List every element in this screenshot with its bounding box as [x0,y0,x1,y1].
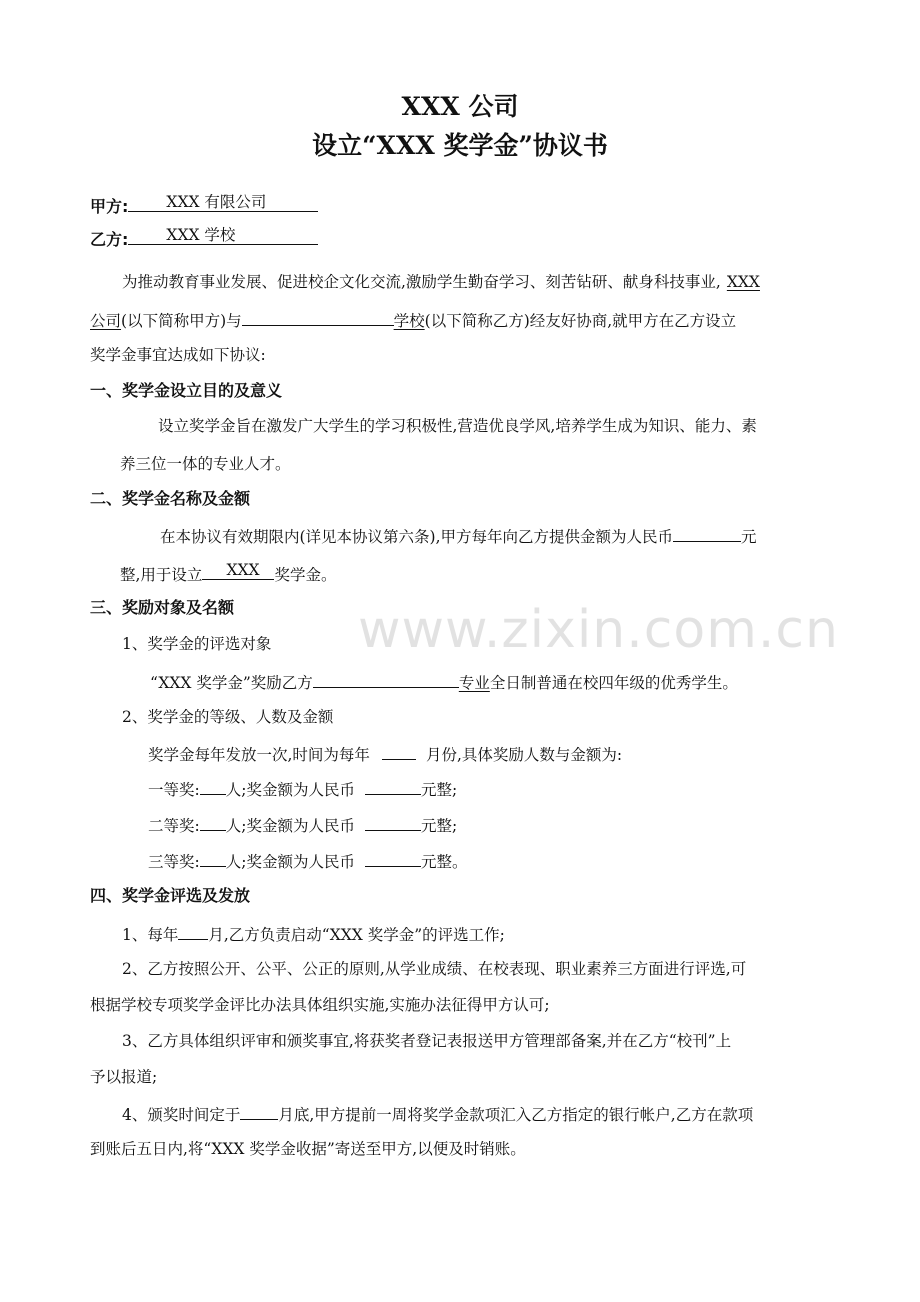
doc-title-company: XXX 公司 [401,92,519,121]
item-4-text-b: 月底,甲方提前一周将奖学金款项汇入乙方指定的银行帐户,乙方在款项 [278,1106,754,1124]
site-watermark: www.zixin.com.cn [358,600,839,660]
party-a-field [128,194,318,212]
intro-line-2 [90,308,736,332]
doc-title-agreement: 设立“XXX 奖学金”协议书 [312,131,608,160]
section-1-para-line-2: 养三位一体的专业人才。 [120,455,291,473]
eligible-text-b: 全日制普通在校四年级的优秀学生。 [489,674,738,692]
party-b-label: 乙方: [90,230,129,249]
section-2-para-line-2 [120,562,336,586]
prize-amount-blank [365,777,421,795]
item-4-text-a: 4、颁奖时间定于 [122,1106,241,1124]
party-a-label: 甲方: [90,197,129,216]
section-4-item-3-line-2: 予以报道; [90,1068,158,1086]
prize-people-text: 人;奖金额为人民币 [225,781,355,799]
frequency-text-a: 奖学金每年发放一次,时间为每年 [148,746,370,764]
prize-name: 一等奖: [148,781,200,799]
intro-school-suffix: 学校 [393,312,425,330]
scholarship-name-value: XXX [226,561,260,579]
intro-company-name: XXX [726,273,760,291]
scholarship-name-field [202,562,274,580]
prize-row-3 [148,849,467,873]
section-4-item-2-line-1: 2、乙方按照公开、公平、公正的原则,从学业成绩、在校表现、职业素养三方面进行评选,可 [122,960,747,978]
selection-month-blank [178,922,208,940]
scholarship-name-suffix: 奖学金。 [274,566,337,584]
section-4-item-4-line-1 [122,1102,753,1126]
section-4-item-4-line-2: 到账后五日内,将“XXX 奖学金收据”寄送至甲方,以便及时销账。 [90,1140,526,1158]
item-1-text-b: 月,乙方负责启动“XXX 奖学金”的评选工作; [208,926,505,944]
intro-line-3: 奖学金事宜达成如下协议: [90,346,266,364]
major-suffix: 专业 [458,674,490,692]
prize-unit: 元整; [420,781,458,799]
section-3-sub-2: 2、奖学金的等级、人数及金额 [122,708,334,726]
intro-text-1: 为推动教育事业发展、促进校企文化交流,激励学生勤奋学习、刻苦钻研、献身科技事业, [122,273,721,291]
intro-text-2: (以下简称甲方)与 [121,312,242,330]
amount-unit: 元 [741,528,757,546]
eligible-text-a: “XXX 奖学金”奖励乙方 [150,674,313,692]
section-1-para-line-1: 设立奖学金旨在激发广大学生的学习积极性,营造优良学风,培养学生成为知识、能力、素 [158,417,757,435]
prize-people-text: 人;奖金额为人民币 [225,853,355,871]
party-b-value: XXX 学校 [166,226,236,244]
intro-school-blank [242,308,394,326]
item-1-text-a: 1、每年 [122,926,179,944]
major-blank [313,670,459,688]
award-frequency-line [148,742,622,766]
section-4-item-2-line-2: 根据学校专项奖学金评比办法具体组织实施,实施办法征得甲方认可; [90,996,550,1014]
amount-text: 在本协议有效期限内(详见本协议第六条),甲方每年向乙方提供金额为人民币 [160,528,674,546]
ceremony-month-blank [240,1102,278,1120]
intro-line-1 [122,271,760,293]
section-4-heading: 四、奖学金评选及发放 [90,886,251,905]
section-3-sub-1: 1、奖学金的评选对象 [122,635,272,653]
frequency-text-b: 月份,具体奖励人数与金额为: [425,746,623,764]
prize-unit: 元整。 [420,853,468,871]
party-a-value: XXX 有限公司 [166,193,267,211]
eligible-students-line [150,670,738,694]
party-b-field [128,227,318,245]
section-1-heading: 一、奖学金设立目的及意义 [90,381,283,400]
section-4-item-1 [122,922,505,946]
amount-blank [673,524,741,542]
section-3-heading: 三、奖励对象及名额 [90,598,235,617]
party-b-line [90,227,318,251]
prize-name: 三等奖: [148,853,200,871]
month-blank [382,742,416,760]
section-2-para-line-1 [160,524,757,548]
section-4-item-3-line-1: 3、乙方具体组织评审和颁奖事宜,将获奖者登记表报送甲方管理部备案,并在乙方“校刊”上 [122,1032,732,1050]
intro-text-3: (以下简称乙方)经友好协商,就甲方在乙方设立 [424,312,737,330]
prize-unit: 元整; [420,817,458,835]
prize-amount-blank [365,849,421,867]
prize-row-1 [148,777,457,801]
prize-amount-blank [365,813,421,831]
prize-row-2 [148,813,457,837]
prize-people-blank [200,813,226,831]
prize-people-text: 人;奖金额为人民币 [225,817,355,835]
prize-people-blank [200,849,226,867]
scholarship-name-text: 整,用于设立 [120,566,203,584]
party-a-line [90,194,318,218]
prize-people-blank [200,777,226,795]
prize-name: 二等奖: [148,817,200,835]
intro-company-suffix: 公司 [90,312,122,330]
section-2-heading: 二、奖学金名称及金额 [90,489,251,508]
